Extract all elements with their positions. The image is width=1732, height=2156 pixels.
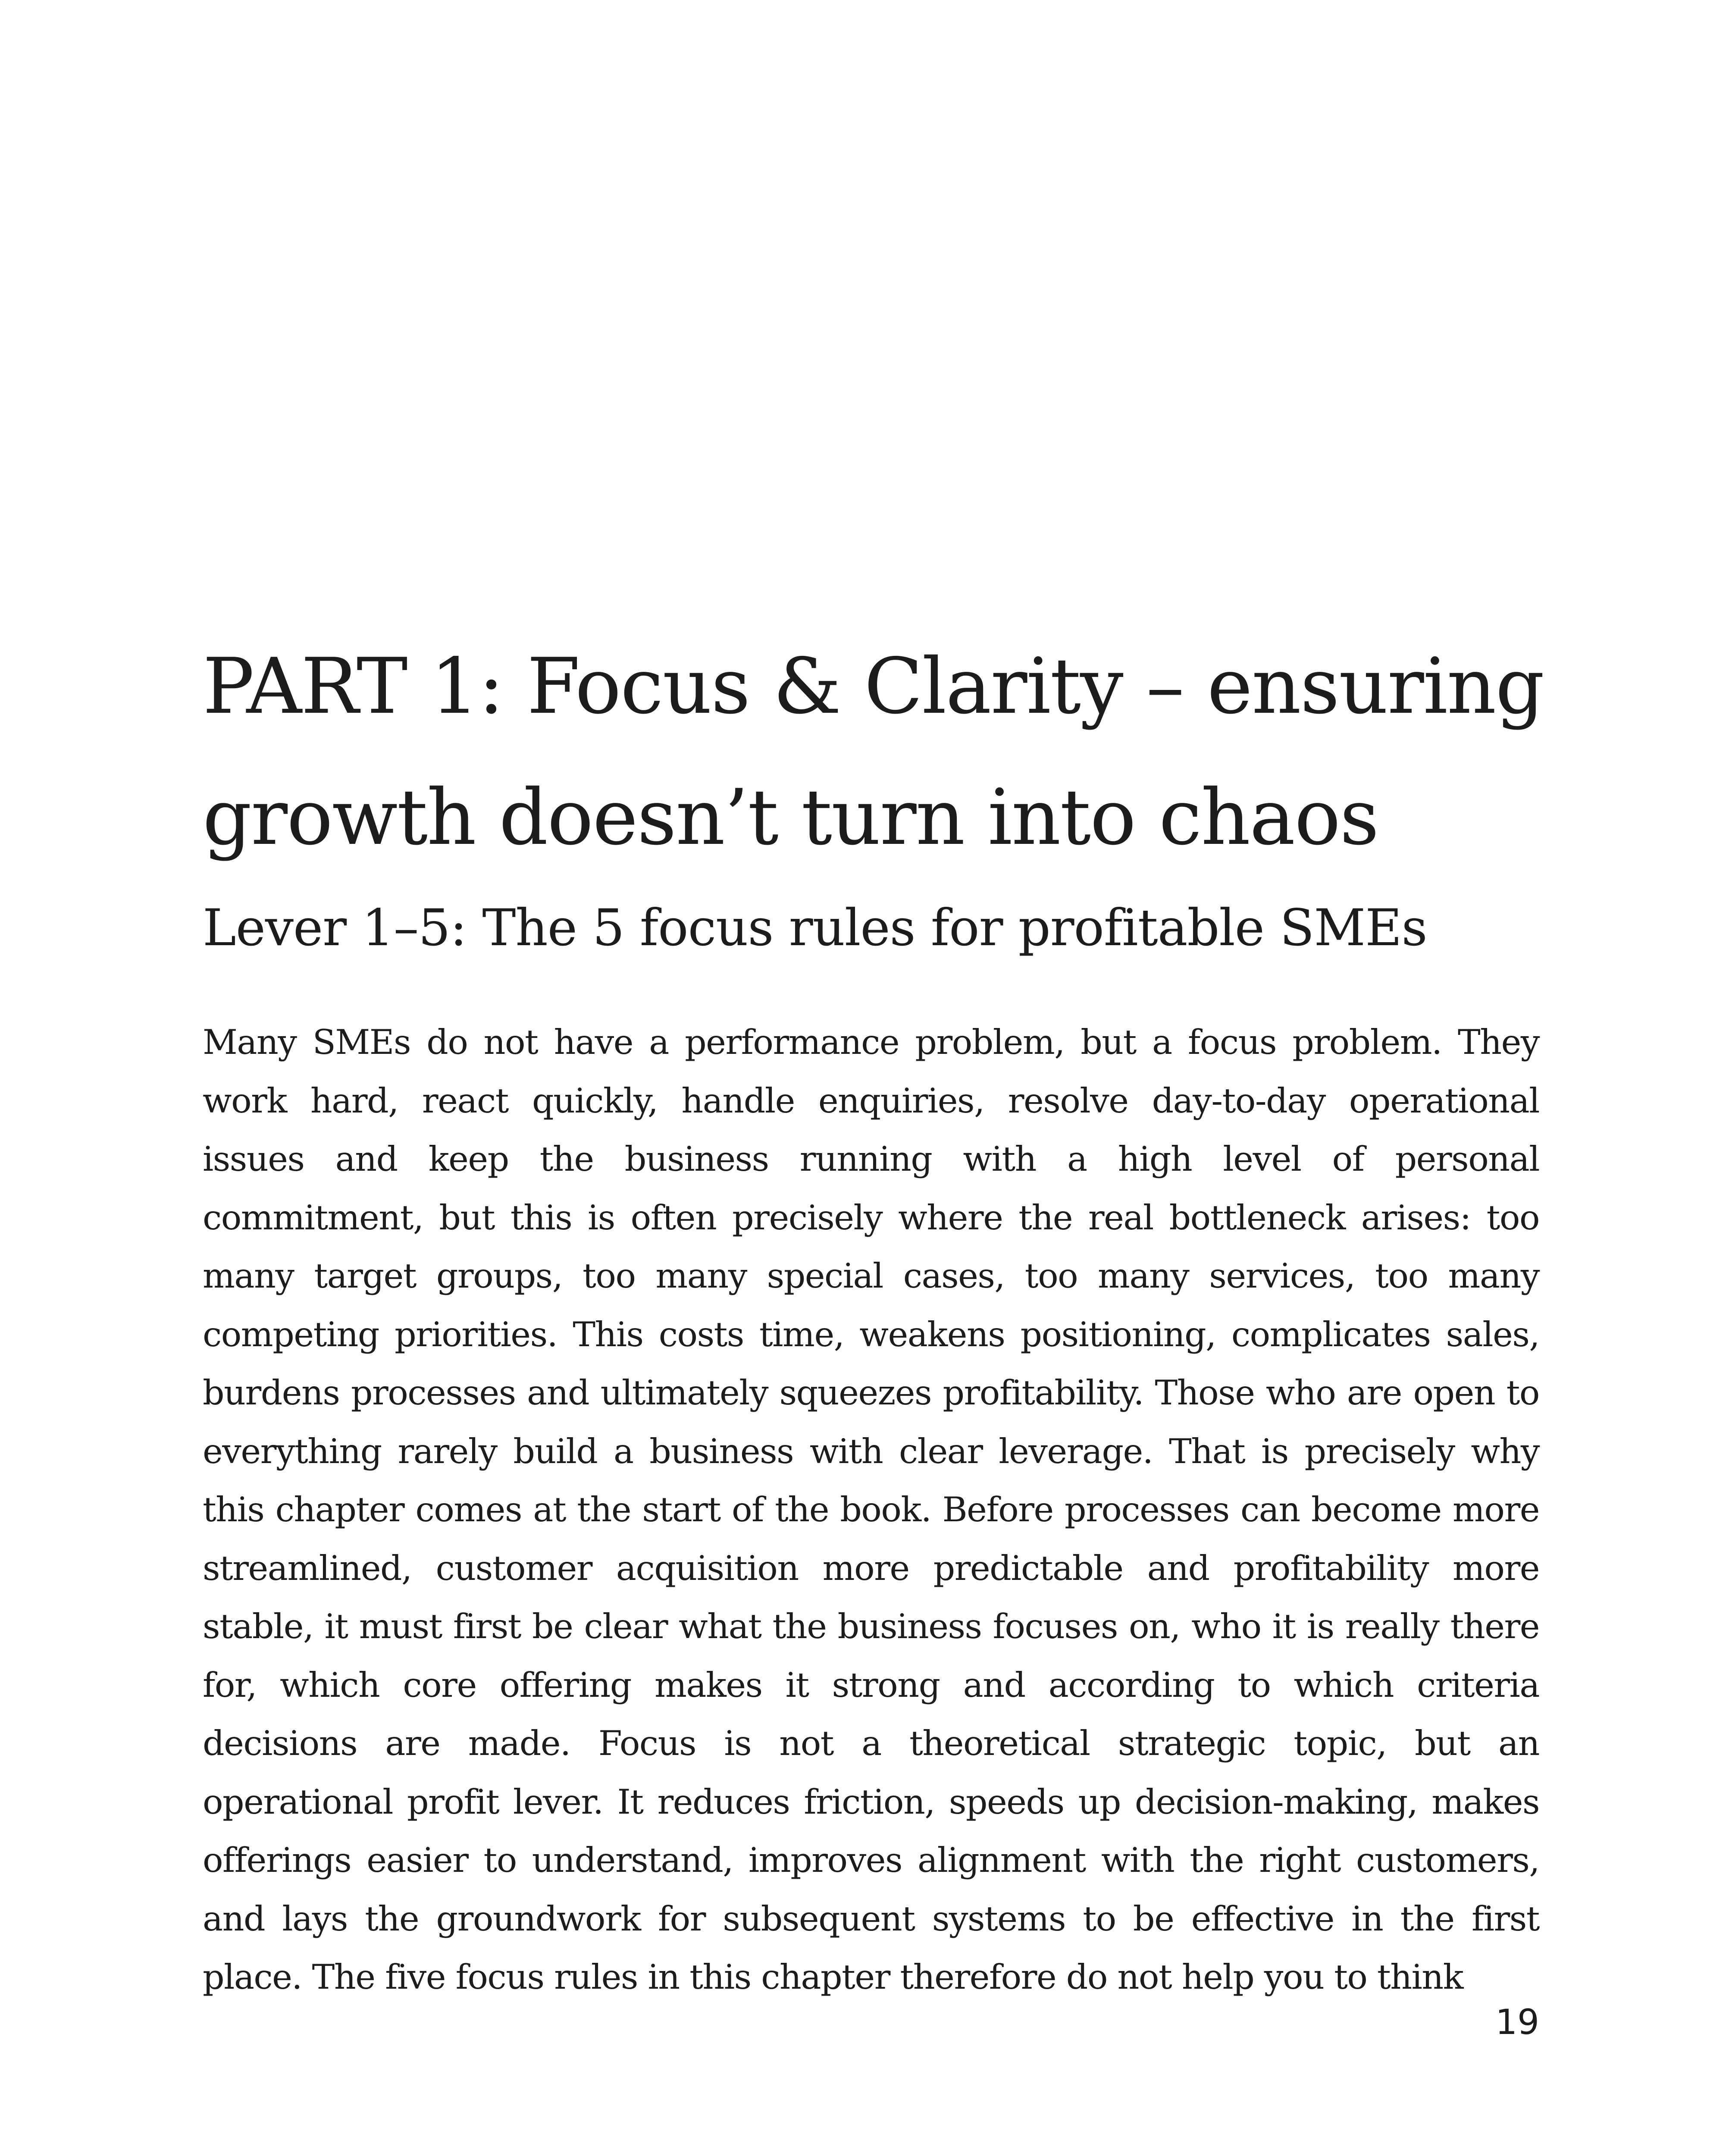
part-title-line-2: growth doesn’t turn into chaos [203,773,1378,862]
part-title-line-1: PART 1: Focus & Clarity – ensuring [203,642,1544,731]
lever-subtitle: Lever 1–5: The 5 focus rules for profitable SMEs [203,898,1427,957]
body-paragraph: Many SMEs do not have a performance problem, but a focus problem. They work hard, react quickly, handle enquiries, resolve day-to-day operational issues and keep the business running with a high level of personal commitment, but this is often precisely where the real bottleneck arises: too many target groups, too many special cases, too many services, too many competing priorities. This costs time, weakens positioning, complicates sales, burdens processes and ultimately squeezes profitability. Those who are open to everything rarely build a business with clear leverage. That is precisely why this chapter comes at the start of the book. Before processes can become more streamlined, customer acquisition more predictable and profitability more stable, it must first be clear what the business focuses on, who it is really there for, which core offering makes it strong and according to which criteria decisions are made. Focus is not a theoretical strategic topic, but an operational profit lever. It reduces friction, speeds up decision-making, makes offerings easier to understand, improves alignment with the right customers, and lays the groundwork for subsequent systems to be effective in the first place. The five focus rules in this chapter therefore do not help you to think [203,1022,1539,1997]
page-number: 19 [1495,2002,1539,2042]
part-title [203,621,1548,883]
